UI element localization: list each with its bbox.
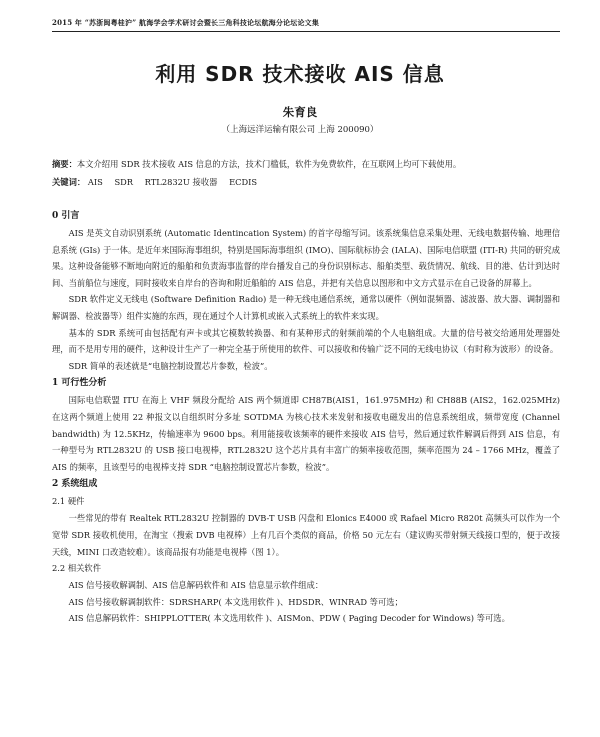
keywords-label: 关键词： [52, 177, 86, 187]
article-title: 利用 SDR 技术接收 AIS 信息 [155, 62, 445, 86]
paragraph: AIS 信号接收解调制软件：SDRSHARP( 本文选用软件 )、HDSDR、WINRAD 等可选； [68, 596, 403, 607]
paragraph: SDR 简单的表述就是“电脑控制设置芯片参数，检波”。 [68, 360, 273, 371]
section-heading: 0 引言 [52, 211, 80, 221]
keyword: AIS [87, 177, 103, 187]
keyword: RTL2832U 接收器 [144, 177, 218, 187]
paragraph: AIS 是英文自动识别系统 (Automatic Identincation System) 的首字母缩写词。该系统集信息采集处理、无线电数据传输、地理信息系统 (GIs) 于一体。是近年来国际海事组织，特别是国际海事组织 (IMO)、国际航标协会 (IALA)、国际电信联盟 (ITI-R) 共同的研究成果。这种设备能够不断地向附近的船舶和负责海事监督的岸台播发自己的身份识别标志、船舶类型、载货情况、航线、目的港、估计到达时间、当前船位与速度，同时接收来自岸台的咨询和附近船舶的 AIS 信息，并把有关信息以图形和中文方式显示在自己设备的屏幕上。 [52, 228, 560, 288]
subsection-heading: 2.2 相关软件 [52, 563, 102, 574]
paragraph: AIS 信号接收解调制、AIS 信息解码软件和 AIS 信息显示软件组成： [68, 580, 324, 591]
author-affiliation: （上海远洋运输有限公司 上海 200090） [221, 125, 379, 135]
paragraph: 基本的 SDR 系统可由包括配有声卡或其它模数转换器、和有某种形式的射频前端的个人电脑组成。大量的信号被交给通用处理器处理，而不是用专用的硬件，这种设计生产了一种完全基于所使用的软件、可以接收和传输广泛不同的无线电协议（有时称为波形）的设备。 [52, 327, 560, 355]
section-heading: 2 系统组成 [52, 479, 98, 490]
abstract-line [52, 155, 560, 173]
article-author: 朱育良 [282, 105, 318, 119]
abstract-block [52, 155, 560, 191]
abstract-label: 摘要： [52, 159, 77, 169]
paragraph: AIS 信息解码软件：SHIPPLOTTER( 本文选用软件 )、AISMon、PDW ( Paging Decoder for Windows) 等可选。 [68, 613, 510, 624]
paragraph: SDR 软件定义无线电 (Software Definition Radio) 是一种无线电通信系统，通常以硬件（例如混频器、滤波器、放大器、调制器和解调器、检波器等）组件实施的东西，现在通过个人计算机或嵌入式系统上的软件来实现。 [52, 294, 560, 321]
section-heading: 1 可行性分析 [52, 378, 107, 389]
keywords-line [52, 173, 560, 191]
keyword: SDR [114, 177, 134, 187]
subsection-heading: 2.1 硬件 [52, 496, 85, 507]
keyword: ECDIS [229, 177, 258, 187]
paragraph: 一些常见的带有 Realtek RTL2832U 控制器的 DVB-T USB 闪盘和 Elonics E4000 或 Rafael Micro R820t 高频头可以作为一个宽带 SDR 接收机使用，在淘宝（搜索 DVB 电视棒）上有几百个类似的商品，价格 50 元左右（建议购买带射频天线接口型的，便于改接天线，MINI 口改造较难）。该商品报有功能是电视棒（图 1）。 [52, 513, 560, 557]
abstract-text: 本文介绍用 SDR 技术接收 AIS 信息的方法，技术门槛低，软件为免费软件，在互联网上均可下载使用。 [76, 159, 462, 169]
article-body [52, 207, 560, 627]
running-header: 2015 年 “苏浙闽粤桂沪” 航海学会学术研讨会暨长三角科技论坛航海分论坛论文集 [52, 18, 320, 27]
paragraph: 国际电信联盟 ITU 在海上 VHF 频段分配给 AIS 两个频道即 CH87B(AIS1，161.975MHz) 和 CH88B (AIS2，162.025MHz) 在这两个频道上使用 22 种报文以自组织时分多址 SOTDMA 为核心技术来发射和接收电磁发出的信息系统组成，频带宽度 (Channel bandwidth) 为 12.5KHz，传输速率为 9600 bps。利用能接收该频率的硬件来接收 AIS 信号，然后通过软件解调后得到 AIS 信息，有一种型号为 RTL2832U 的 USB 接口电视棒，RTL2832U 这个芯片具有丰富广的频率接收范围，频率范围为 24 – 1766 MHz，覆盖了 AIS 的频率，且该型号的电视棒支持 SDR “电脑控制设置芯片参数，检波”。 [52, 395, 560, 472]
header-divider [52, 31, 560, 32]
